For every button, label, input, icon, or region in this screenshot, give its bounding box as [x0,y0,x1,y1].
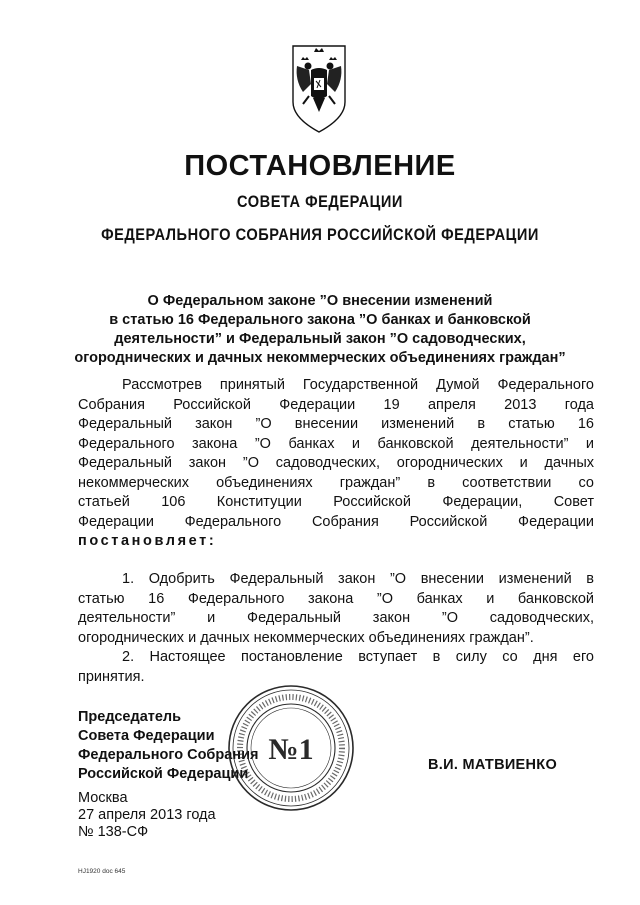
signatory-title-line: Российской Федерации [78,766,249,782]
item-2-line: принятия. [78,668,145,685]
heading-line: деятельности” и Федеральный закон ”О садоводческих, [114,331,526,347]
footer-code: НJ1920 doc 645 [78,868,126,875]
official-seal-icon [225,682,357,814]
item-2-line: 2. Настоящее постановление вступает в силу со дня его [122,649,594,665]
issuer-line-1: СОВЕТА ФЕДЕРАЦИИ [237,192,403,211]
preamble-line: Собрания Российской Федерации 19 апреля 2013 года [78,396,594,413]
heading-line: огороднических и дачных некоммерческих объединениях граждан” [74,350,566,366]
signatory-title-line: Совета Федерации [78,728,215,744]
heading-line: О Федеральном законе ”О внесении изменений [147,293,493,309]
resolution-items [78,570,594,687]
preamble-line: Федерального закона ”О банках и банковской деятельности” и [78,435,594,452]
item-1-line: статью 16 Федерального закона ”О банках и банковской [78,590,594,607]
decree-word: постановляет: [78,533,217,549]
signer-name: В.И. МАТВИЕНКО [428,757,558,773]
preamble-line: Федеральный закон ”О садоводческих, огороднических и дачных [78,455,594,471]
coat-of-arms-emblem [287,40,351,140]
resolution-heading [60,292,580,368]
preamble-line: Федеральный закон ”О внесении изменений в статью 16 [78,416,594,432]
document-title: ПОСТАНОВЛЕНИЕ [184,150,456,182]
signatory-title-line: Федерального Собрания [78,747,259,763]
preamble-line: некоммерческих объединениях граждан” в соответствии со [78,474,594,491]
issuer-line-2: ФЕДЕРАЛЬНОГО СОБРАНИЯ РОССИЙСКОЙ ФЕДЕРАЦИИ [101,225,539,244]
preamble-paragraph [78,376,594,552]
preamble-line: статьей 106 Конституции Российской Федерации, Совет [78,494,594,510]
document-number: № 138-СФ [78,824,149,840]
seal-number: №1 [268,733,314,766]
preamble-line: Федерации Федерального Собрания Российской Федерации [78,513,594,530]
item-1-line: деятельности” и Федеральный закон ”О садоводческих, [78,610,594,626]
item-1-line: 1. Одобрить Федеральный закон ”О внесении изменений в [122,571,594,587]
preamble-line: Рассмотрев принятый Государственной Думой Федерального [122,377,594,393]
place: Москва [78,790,128,806]
seal-graphic [225,682,357,814]
signatory-title-line: Председатель [78,709,182,725]
item-1-line: огороднических и дачных некоммерческих объединениях граждан”. [78,629,534,646]
date: 27 апреля 2013 года [78,807,216,823]
place-date-number [78,790,216,841]
russian-coat-of-arms-icon [287,40,351,140]
heading-line: в статью 16 Федерального закона ”О банках и банковской [109,312,531,328]
